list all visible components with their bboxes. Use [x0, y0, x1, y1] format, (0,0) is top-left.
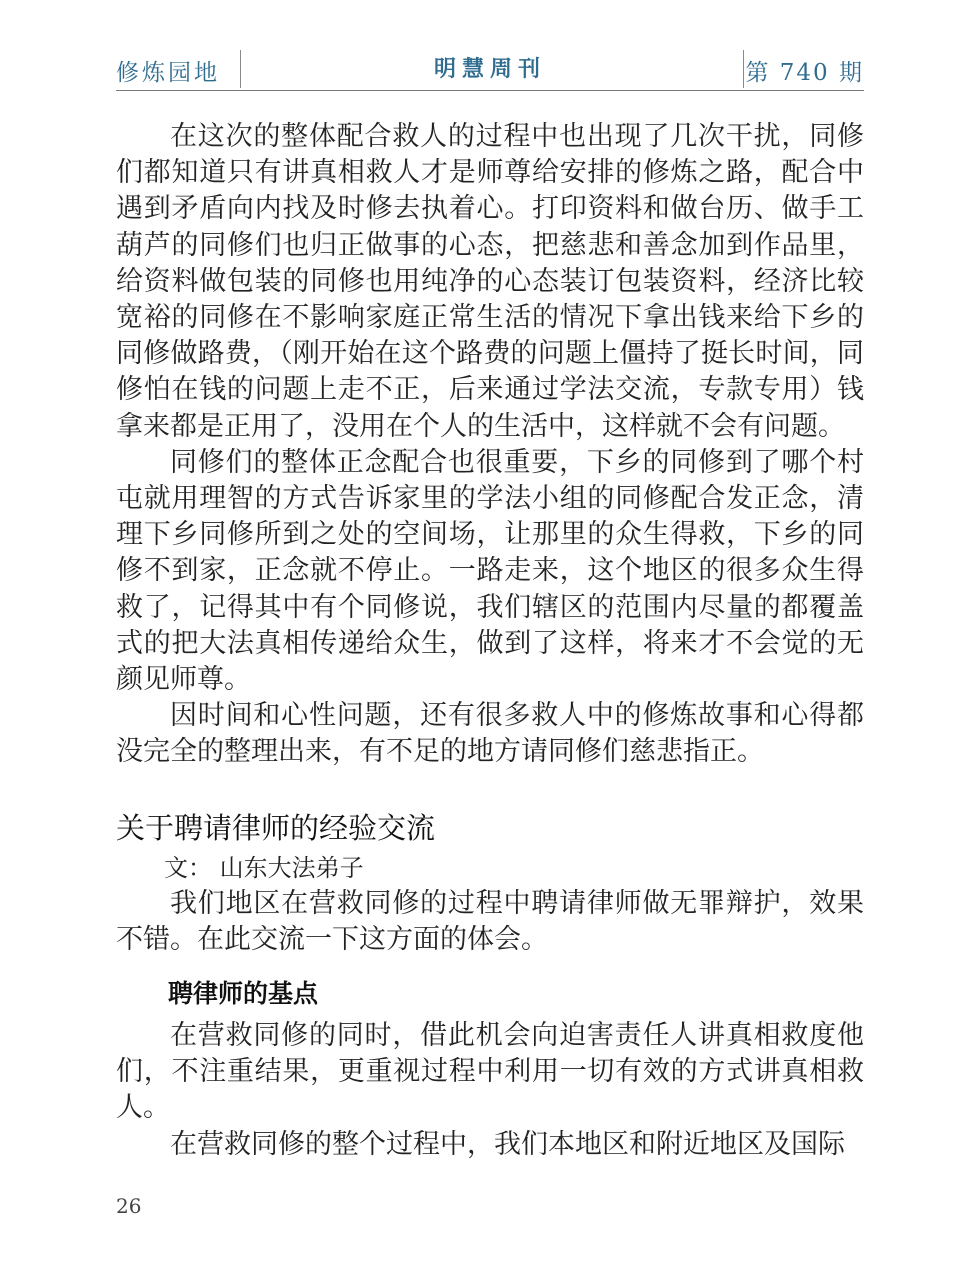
article2-subheading: 聘律师的基点	[168, 979, 319, 1008]
article2-intro	[116, 850, 864, 958]
header-divider-right	[743, 50, 744, 88]
page-number: 26	[116, 1194, 142, 1218]
article2-byline: 文： 山东大法弟子	[164, 854, 364, 882]
article1-body	[116, 119, 864, 771]
publication-title: 明慧周刊	[433, 57, 546, 82]
article1-paragraph: 因时间和心性问题，还有很多救人中的修炼故事和心得都没完全的整理出来，有不足的地方请同修们慈悲指正。	[116, 700, 864, 768]
article2-body	[116, 1018, 864, 1163]
article2-intro-paragraph: 我们地区在营救同修的过程中聘请律师做无罪辩护，效果不错。在此交流一下这方面的体会。	[116, 888, 864, 956]
article2-title: 关于聘请律师的经验交流	[116, 811, 436, 845]
article2-paragraph: 在营救同修的整个过程中，我们本地区和附近地区及国际	[170, 1128, 845, 1160]
issue-number: 第 740 期	[745, 60, 864, 86]
article1-paragraph: 同修们的整体正念配合也很重要，下乡的同修到了哪个村屯就用理智的方式告诉家里的学法小组的同修配合发正念，清理下乡同修所到之处的空间场，让那里的众生得救，下乡的同修不到家，正念就不停止。一路走来，这个地区的很多众生得救了，记得其中有个同修说，我们辖区的范围内尽量的都覆盖式的把大法真相传递给众生，做到了这样，将来才不会觉的无颜见师尊。	[116, 446, 864, 696]
header-rule	[116, 90, 864, 91]
page-header	[116, 50, 864, 92]
section-name: 修炼园地	[116, 60, 220, 86]
article1-paragraph: 在这次的整体配合救人的过程中也出现了几次干扰，同修们都知道只有讲真相救人才是师尊给安排的修炼之路，配合中遇到矛盾向内找及时修去执着心。打印资料和做台历、做手工葫芦的同修们也归正做事的心态，把慈悲和善念加到作品里，给资料做包装的同修也用纯净的心态装订包装资料，经济比较宽裕的同修在不影响家庭正常生活的情况下拿出钱来给下乡的同修做路费，（刚开始在这个路费的问题上僵持了挺长时间，同修怕在钱的问题上走不正，后来通过学法交流，专款专用）钱拿来都是正用了，没用在个人的生活中，这样就不会有问题。	[116, 121, 864, 442]
article2-paragraph: 在营救同修的同时，借此机会向迫害责任人讲真相救度他们，不注重结果，更重视过程中利用一切有效的方式讲真相救人。	[116, 1020, 864, 1124]
